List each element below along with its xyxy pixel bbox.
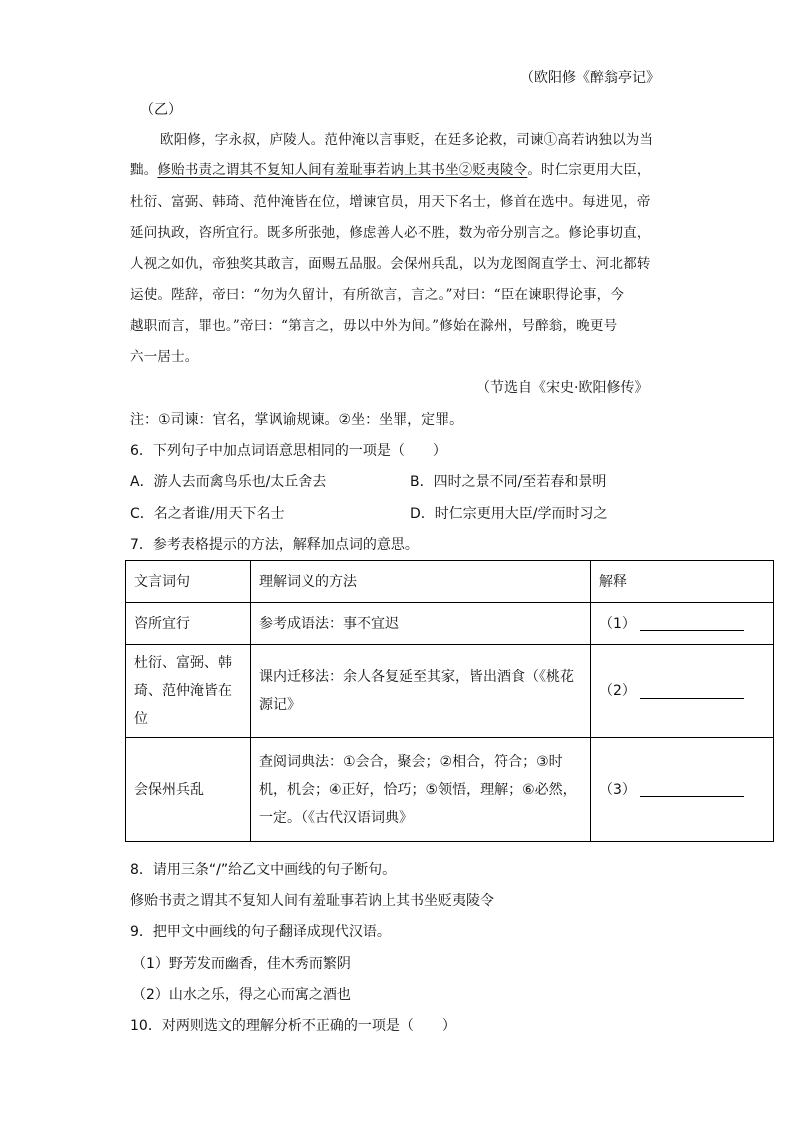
source-b: （节选自《宋史·欧阳修传》 (476, 380, 649, 396)
underlined-sentence: 修贻书责之谓其不复知人间有羞耻事若讷上其书坐②贬夷陵令 (157, 162, 528, 178)
q10-stem: 10．对两则选文的理解分析不正确的一项是（ ） (130, 1018, 456, 1034)
q6-option-d[interactable]: D．时仁宗更用大臣/学而时习之 (410, 506, 608, 522)
q9-stem: 9．把甲文中画线的句子翻译成现代汉语。 (130, 924, 391, 940)
table-row (126, 645, 774, 738)
table-row (126, 738, 774, 842)
passage-b-line-7: 越职而言，罪也。”帝曰：“第言之，毋以中外为间。”修始在滁州，号醉翁，晚更号 (130, 318, 618, 334)
header-phrase: 文言词句 (126, 561, 251, 603)
q9-item-2: （2）山水之乐，得之心而寓之酒也 (132, 987, 351, 1003)
row-method: 课内迁移法：余人各复延至其家，皆出酒食（《桃花源记》 (251, 645, 591, 738)
q8-sentence: 修贻书责之谓其不复知人间有羞耻事若讷上其书坐贬夷陵令 (130, 893, 494, 909)
table-row (126, 603, 774, 645)
passage-b-line-8: 六一居士。 (130, 349, 199, 365)
answer-label: （1） (599, 615, 636, 632)
row-phrase: 咨所宜行 (126, 603, 251, 645)
q6-stem: 6．下列句子中加点词语意思相同的一项是（ ） (130, 443, 447, 459)
row-phrase: 会保州兵乱 (126, 738, 251, 842)
answer-cell[interactable] (591, 645, 774, 738)
answer-label: （2） (599, 683, 636, 699)
answer-cell[interactable] (591, 738, 774, 842)
row-phrase: 杜衍、富弼、韩琦、范仲淹皆在位 (126, 645, 251, 738)
passage-b-line-2-prefix: 黜。 (130, 162, 158, 178)
q6-option-c[interactable]: C．名之者谁/用天下名士 (130, 506, 285, 522)
passage-b-line-1: 欧阳修，字永叔，庐陵人。范仲淹以言事贬，在廷多论救，司谏①高若讷独以为当 (160, 132, 654, 148)
passage-b-line-6: 运使。陛辞，帝曰：“勿为久留计，有所欲言，言之。”对曰：“臣在谏职得论事，今 (130, 287, 625, 303)
answer-blank[interactable] (640, 616, 744, 631)
q7-stem: 7．参考表格提示的方法，解释加点词的意思。 (130, 537, 419, 553)
answer-blank[interactable] (640, 782, 744, 797)
answer-blank[interactable] (640, 684, 744, 699)
q7-table (125, 560, 774, 842)
answer-cell[interactable] (591, 603, 774, 645)
q6-option-a[interactable]: A．游人去而禽鸟乐也/太丘舍去 (130, 474, 327, 490)
note: 注：①司谏：官名，掌讽谕规谏。②坐：坐罪，定罪。 (130, 412, 464, 428)
passage-b-line-5: 人视之如仇，帝独奖其敢言，面赐五品服。会保州兵乱，以为龙图阁直学士、河北都转 (130, 256, 651, 272)
answer-label: （3） (599, 781, 636, 798)
passage-b-line-2 (130, 160, 651, 180)
q9-item-1: （1）野芳发而幽香，佳木秀而繁阴 (132, 956, 351, 972)
passage-b-label: （乙） (140, 102, 182, 118)
source-a: （欧阳修《醉翁亭记》 (520, 70, 660, 86)
table-header-row (126, 561, 774, 603)
header-answer: 解释 (591, 561, 774, 603)
passage-b-line-3: 杜衍、富弼、韩琦、范仲淹皆在位，增谏官员，用天下名士，修首在选中。每进见，帝 (130, 194, 651, 210)
row-method: 参考成语法：事不宜迟 (251, 603, 591, 645)
header-method: 理解词义的方法 (251, 561, 591, 603)
row-method: 查阅词典法：①会合，聚会；②相合，符合；③时机，机会；④正好，恰巧；⑤领悟，理解；⑥必然，一定。（《古代汉语词典》 (251, 738, 591, 842)
q8-stem: 8．请用三条“/”给乙文中画线的句子断句。 (130, 862, 397, 878)
passage-b-line-2-suffix: 。时仁宗更用大臣， (527, 162, 651, 178)
q6-option-b[interactable]: B．四时之景不同/至若春和景明 (410, 474, 607, 490)
passage-b-line-4: 延问执政，咨所宜行。既多所张弛，修虑善人必不胜，数为帝分别言之。修论事切直， (130, 225, 651, 241)
